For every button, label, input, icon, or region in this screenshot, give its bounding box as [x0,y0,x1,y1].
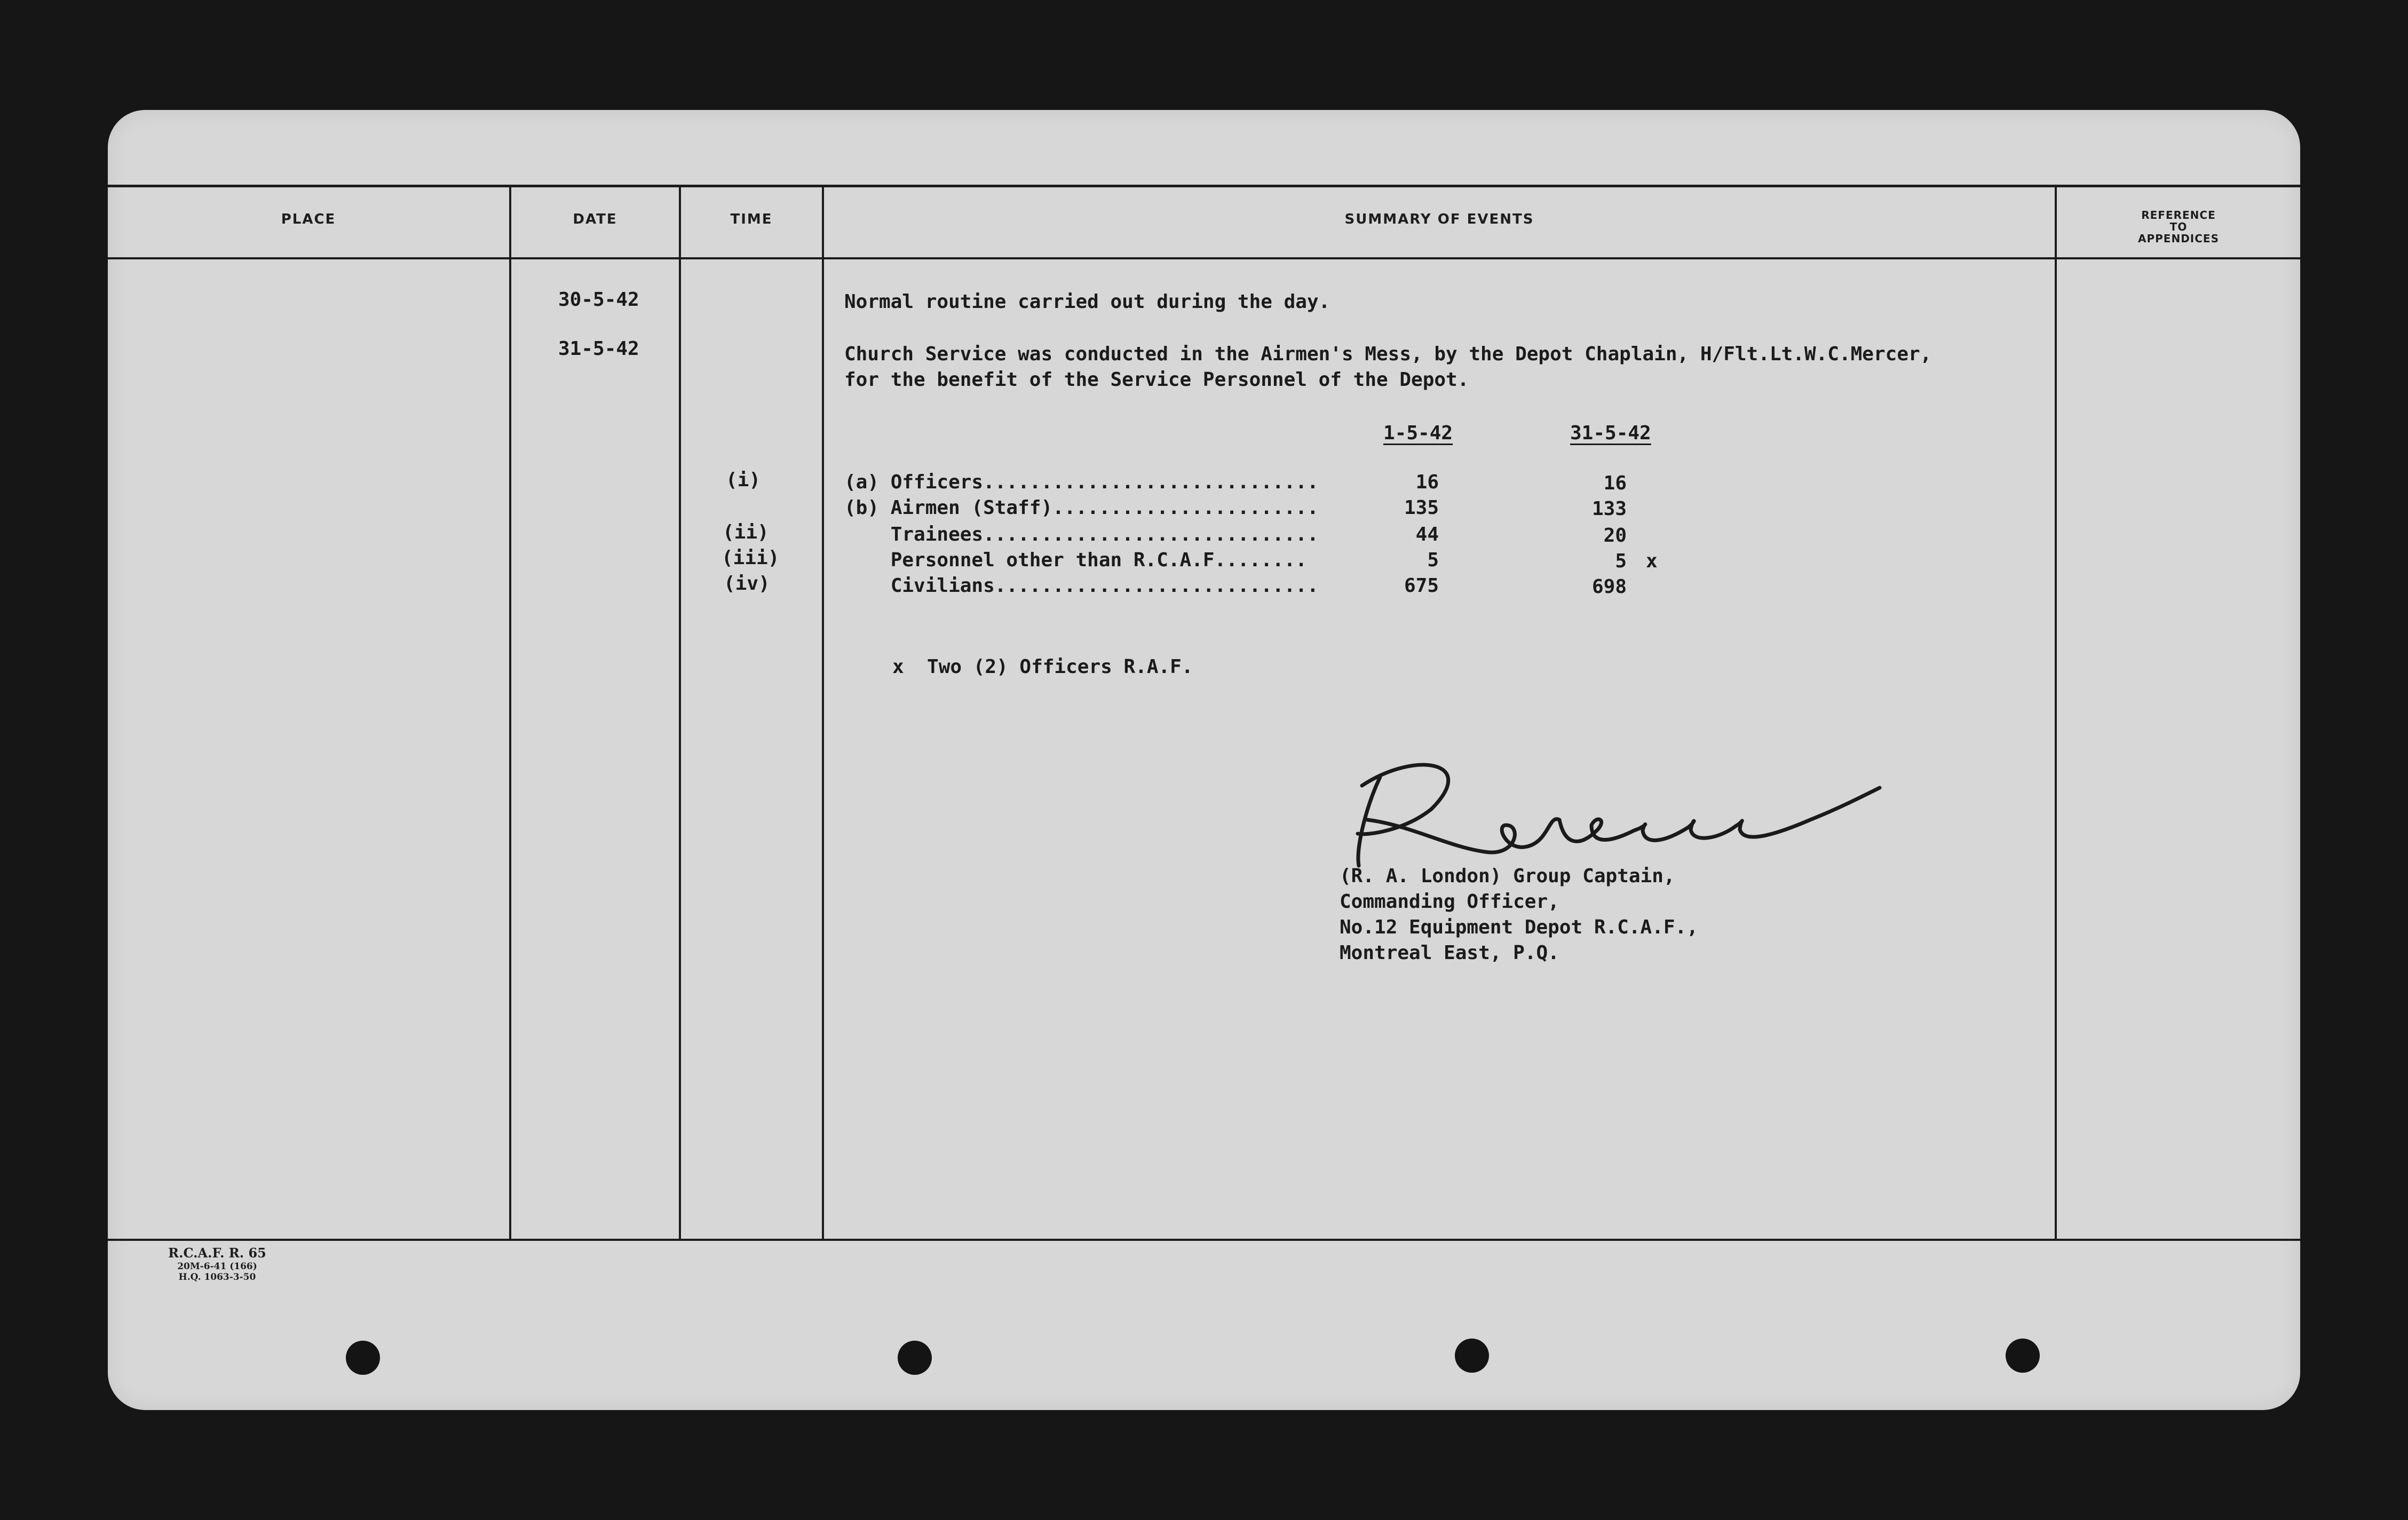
form-id-line: R.C.A.F. R. 65 [168,1245,266,1261]
form-id-line: 20M-6-41 (166) [177,1261,257,1272]
strength-footnote: x Two (2) Officers R.A.F. [892,656,1193,678]
handwritten-signature [1346,740,1901,878]
binder-hole [2006,1339,2040,1373]
signature-line: Montreal East, P.Q. [1340,942,1559,964]
header-reference-line1: REFERENCE [2141,209,2216,221]
header-time: TIME [730,211,773,227]
strength-value-2: 5 [1615,550,1627,572]
header-place: PLACE [281,211,336,227]
strength-label: (a) Officers............................. [844,471,1319,493]
header-reference [2057,209,2300,244]
strength-value-1: 675 [1404,575,1439,597]
entry-text-line: Church Service was conducted in the Airmen's Mess, by the Depot Chaplain, H/Flt.Lt.W.C.Mercer, [844,343,1932,365]
strength-value-1: 16 [1415,471,1439,493]
strength-label: Civilians............................ [844,575,1319,597]
entry-date: 31-5-42 [558,338,639,360]
strength-value-2: 16 [1603,472,1627,494]
column-divider-place [509,185,511,1240]
strength-label: Trainees............................. [844,524,1319,545]
entry-date: 30-5-42 [558,289,639,311]
strength-time: (iv) [724,573,770,595]
header-reference-line2: TO [2169,220,2188,233]
column-divider-summary [2055,185,2057,1240]
strength-time: (i) [726,469,761,491]
form-identifier [140,1246,295,1283]
column-divider-date [679,185,681,1240]
strength-time: (ii) [723,521,769,543]
strength-value-1: 5 [1427,549,1439,571]
header-rule [108,257,2300,259]
binder-hole [1455,1339,1489,1373]
strength-time: (iii) [722,547,780,569]
entry-text: Normal routine carried out during the day. [844,291,1330,313]
strength-col-header: 1-5-42 [1383,422,1453,444]
strength-value-1: 44 [1415,524,1439,545]
strength-label: Personnel other than R.C.A.F........ [844,549,1307,571]
strength-value-2: 698 [1591,576,1627,598]
strength-value-2: 133 [1591,498,1627,520]
strength-value-2: 20 [1603,525,1627,547]
binder-hole [898,1341,932,1375]
signature-line: (R. A. London) Group Captain, [1340,865,1675,887]
header-reference-line3: APPENDICES [2138,232,2219,245]
signature-line: Commanding Officer, [1340,891,1559,913]
column-divider-time [822,185,824,1240]
header-date: DATE [573,211,617,227]
signature-line: No.12 Equipment Depot R.C.A.F., [1340,916,1698,938]
top-rule [108,185,2300,187]
form-id-line: H.Q. 1063-3-50 [178,1272,256,1283]
entry-text-line: for the benefit of the Service Personnel of the Depot. [844,369,1469,391]
diary-form-sheet [108,110,2300,1410]
binder-hole [346,1341,380,1375]
strength-value-1: 135 [1404,497,1439,519]
header-summary: SUMMARY OF EVENTS [1344,211,1534,227]
bottom-rule [108,1239,2300,1241]
strength-label: (b) Airmen (Staff)....................... [844,497,1319,519]
strength-mark: x [1646,550,1658,572]
strength-col-header: 31-5-42 [1570,422,1651,444]
